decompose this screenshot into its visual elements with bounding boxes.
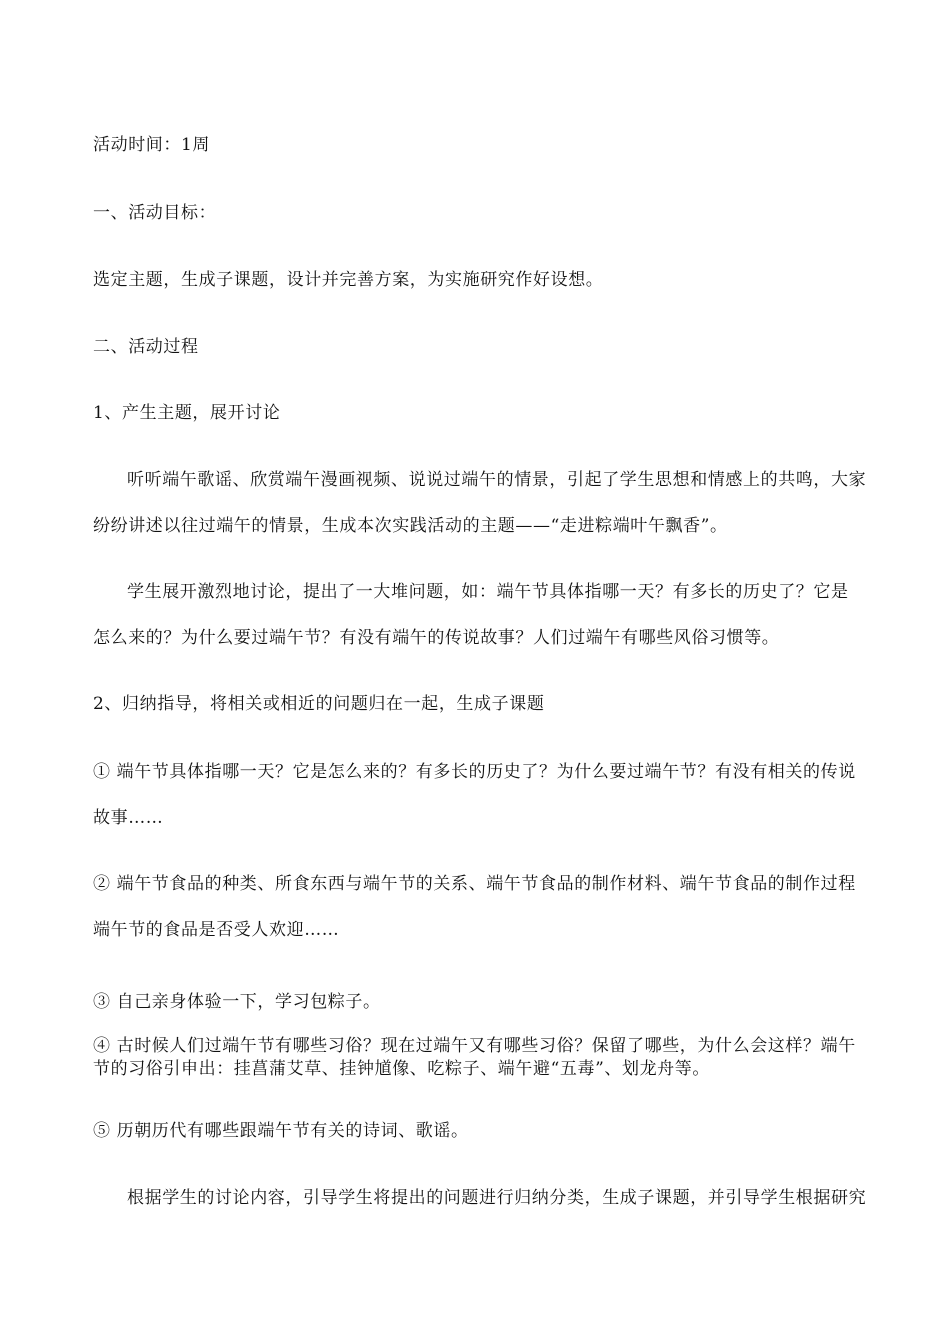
list-item-1-line-1: ① 端午节具体指哪一天？它是怎么来的？有多长的历史了？为什么要过端午节？有没有相关的传说 [93,762,856,782]
step1-heading: 1、产生主题，展开讨论 [93,403,281,423]
list-item-4-line-2: 节的习俗引申出：挂菖蒲艾草、挂钟馗像、吃粽子、端午避“五毒”、划龙舟等。 [93,1059,710,1079]
activity-time: 活动时间：1周 [93,135,211,155]
list-item-2-line-1: ② 端午节食品的种类、所食东西与端午节的关系、端午节食品的制作材料、端午节食品的制作过程 [93,874,856,894]
list-item-4-line-1: ④ 古时候人们过端午节有哪些习俗？现在过端午又有哪些习俗？保留了哪些，为什么会这样？端午 [93,1036,856,1056]
list-item-3: ③ 自己亲身体验一下，学习包粽子。 [93,992,381,1012]
list-item-1-line-2: 故事…… [93,808,164,828]
list-item-2-line-2: 端午节的食品是否受人欢迎…… [93,920,340,940]
paragraph-1-line-1: 听听端午歌谣、欣赏端午漫画视频、说说过端午的情景，引起了学生思想和情感上的共鸣，大家 [127,470,867,490]
section-heading-process: 二、活动过程 [93,337,199,357]
list-item-5: ⑤ 历朝历代有哪些跟端午节有关的诗词、歌谣。 [93,1121,469,1141]
goals-text: 选定主题，生成子课题，设计并完善方案，为实施研究作好设想。 [93,270,604,290]
paragraph-3-line-1: 根据学生的讨论内容，引导学生将提出的问题进行归纳分类，生成子课题，并引导学生根据研究 [127,1188,867,1208]
paragraph-2-line-2: 怎么来的？为什么要过端午节？有没有端午的传说故事？人们过端午有哪些风俗习惯等。 [93,628,780,648]
step2-heading: 2、归纳指导，将相关或相近的问题归在一起，生成子课题 [93,694,545,714]
paragraph-2-line-1: 学生展开激烈地讨论，提出了一大堆问题，如：端午节具体指哪一天？有多长的历史了？它是 [127,582,849,602]
section-heading-goals: 一、活动目标： [93,203,217,223]
paragraph-1-line-2: 纷纷讲述以往过端午的情景，生成本次实践活动的主题——“走进粽端叶午飘香”。 [93,516,728,536]
